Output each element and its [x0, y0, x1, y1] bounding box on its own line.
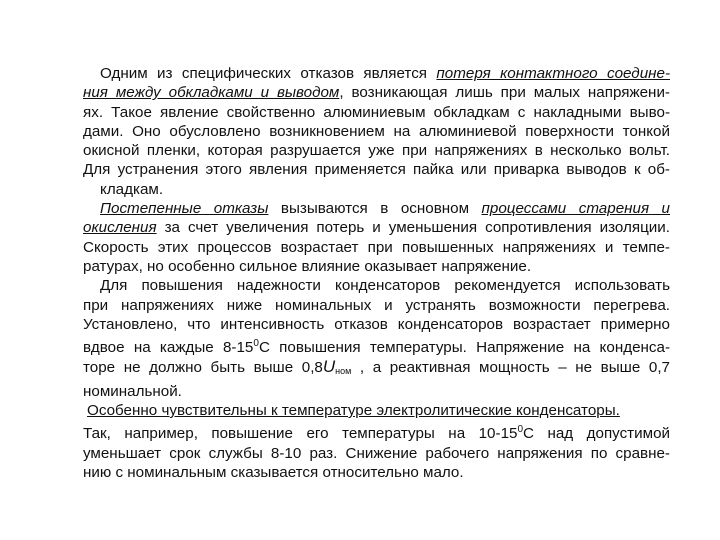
- text-line: ния между обкладками и выводом, возникающая лишь при малых напряжени-: [83, 84, 670, 102]
- degree-superscript: 0: [517, 424, 524, 436]
- text-line: Постепенные отказы вызываются в основном процессами старения и: [100, 200, 670, 218]
- emphasis-aging: процессами старения и: [481, 200, 670, 218]
- text-line: вдвое на каждые $8-15^0С$ повышения температуры. Напряжение на конденса-: [83, 338, 670, 357]
- text-line: при напряжениях ниже номинальных и устранять возможности перегрева.: [83, 296, 670, 314]
- nominal-subscript: ном: [335, 366, 352, 377]
- text-line: ях. Такое явление свойственно алюминиевым обкладкам с накладными выво-: [83, 103, 670, 121]
- text-line: окисной пленки, которая разрушается уже при напряжениях в несколько вольт.: [83, 142, 670, 160]
- paragraph-contact-loss: [83, 64, 670, 199]
- emphasis-gradual-failures: Постепенные отказы: [100, 200, 269, 218]
- text-line: Для устранения этого явления применяется пайка или приварка выводов к об-: [83, 161, 670, 179]
- text-line: ратурах, но особенно сильное влияние оказывает напряжение.: [83, 257, 532, 275]
- text-line: Одним из специфических отказов является потеря контактного соедине-: [100, 65, 670, 82]
- paragraph-gradual-failures: [83, 199, 670, 276]
- document-page: [83, 64, 670, 482]
- text-line: Установлено, что интенсивность отказов конденсаторов возрастает примерно: [83, 315, 670, 333]
- text-line: Так, например, повышение его температуры на $10-15^0С$ над допустимой: [83, 424, 670, 443]
- text-line: уменьшает срок службы 8-10 раз. Снижение рабочего напряжения по сравне-: [83, 444, 670, 462]
- emphasis-contact-loss: потеря контактного соедине-: [436, 65, 670, 82]
- text-line: торе не должно быть выше $0,8U_{ном}$ , а реактивная мощность – не выше 0,7: [83, 357, 670, 377]
- emphasis-electrolytic: Особенно чувствительны к температуре электролитические конденсаторы.: [87, 402, 620, 420]
- text-line: нию с номинальным сказывается относительно мало.: [83, 463, 464, 481]
- paragraph-electrolytic: [83, 401, 670, 482]
- emphasis-contact-loss-cont: ния между обкладками и выводом: [83, 84, 340, 102]
- text-line: Для повышения надежности конденсаторов рекомендуется использовать: [100, 277, 670, 295]
- text-line: кладкам.: [100, 180, 164, 198]
- text-line: [83, 401, 670, 420]
- degree-superscript: 0: [253, 338, 259, 350]
- emphasis-oxidation: окисления: [83, 219, 157, 237]
- text-line: Скорость этих процессов возрастает при повышенных напряжениях и темпе-: [83, 238, 670, 256]
- text-line: дами. Оно обусловлено возникновением на алюминиевой поверхности тонкой: [83, 122, 670, 140]
- text-line: окисления за счет увеличения потерь и уменьшения сопротивления изоляции.: [83, 219, 670, 237]
- voltage-variable: U: [322, 357, 336, 377]
- paragraph-reliability: [83, 276, 670, 401]
- text-line: номинальной.: [83, 382, 182, 400]
